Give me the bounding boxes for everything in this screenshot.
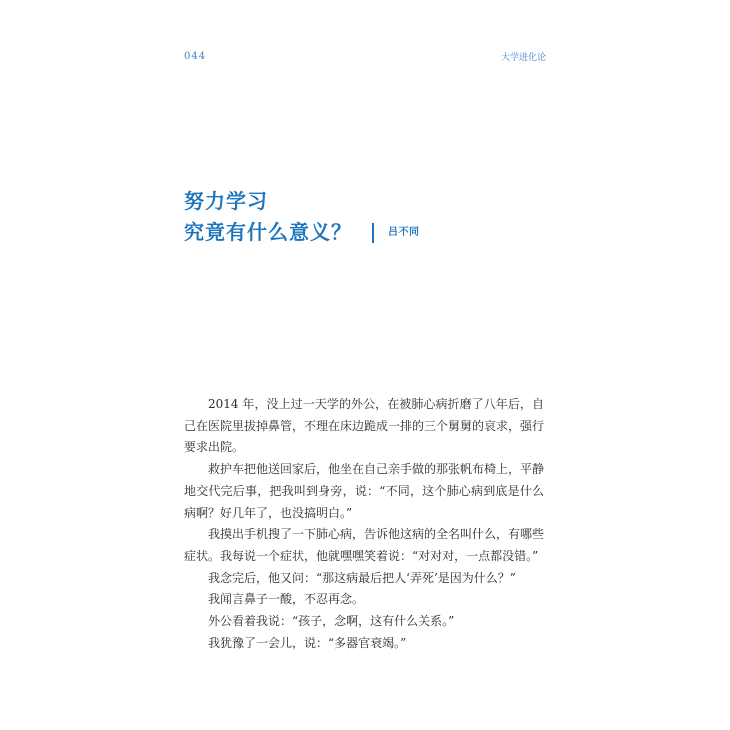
article-title-block [184, 186, 420, 248]
running-head-title: 大学进化论 [500, 53, 546, 63]
paragraph: 我摸出手机搜了一下肺心病，告诉他这病的全名叫什么，有哪些症状。我每说一个症状，他就嘿嘿笑着说：“对对对，一点都没错。” [184, 527, 545, 563]
paragraph: 我犹豫了一会儿，说：“多器官衰竭。” [208, 635, 407, 650]
page-number: 044 [184, 51, 207, 62]
author-name: 吕不同 [388, 227, 420, 238]
paragraph: 2014 年，没上过一天学的外公，在被肺心病折磨了八年后，自己在医院里拔掉鼻管，不理在床边跪成一排的三个舅舅的哀求，强行要求出院。 [184, 397, 545, 455]
title-divider-rule [372, 223, 374, 243]
article-title-line-1: 努力学习 [184, 189, 268, 213]
body-text [184, 394, 544, 654]
paragraph: 救护车把他送回家后，他坐在自己亲手做的那张帆布椅上，平静地交代完后事，把我叫到身旁，说：“不同，这个肺心病到底是什么病啊？好几年了，也没搞明白。” [184, 462, 545, 520]
paragraph: 我念完后，他又问：“那这病最后把人‘弄死’是因为什么？” [208, 570, 516, 585]
paragraph: 我闻言鼻子一酸，不忍再念。 [208, 592, 365, 607]
article-title-line-2: 究竟有什么意义？ [184, 220, 352, 244]
article-title-line-2-row [184, 217, 420, 248]
paragraph: 外公看着我说：“孩子，念啊，这有什么关系。” [208, 614, 455, 629]
